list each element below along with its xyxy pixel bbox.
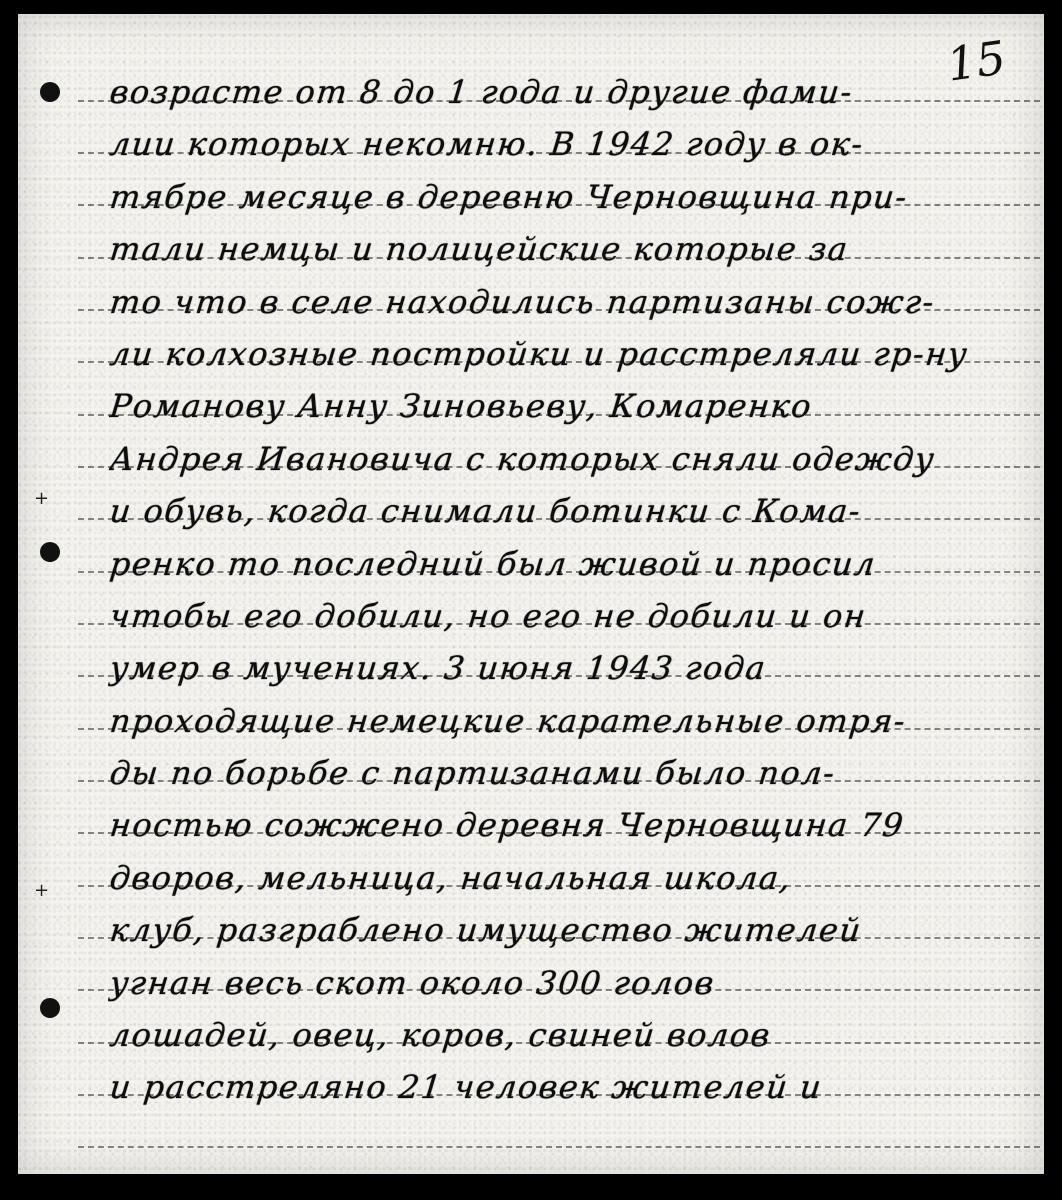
text-line: лошадей, овец, коров, свиней волов bbox=[108, 1016, 773, 1055]
text-line: угнан весь скот около 300 голов bbox=[108, 963, 717, 1002]
text-line: умер в мучениях. 3 июня 1943 года bbox=[108, 649, 769, 688]
document-page bbox=[18, 14, 1044, 1174]
text-line: и обувь, когда снимали ботинки с Кома- bbox=[108, 492, 864, 531]
margin-mark: + bbox=[34, 488, 50, 509]
text-line: ды по борьбе с партизанами было пол- bbox=[108, 754, 838, 793]
text-line: Андрея Ивановича с которых сняли одежду bbox=[108, 439, 938, 478]
text-line: ли колхозные постройки и расстреляли гр-ну bbox=[108, 334, 971, 373]
text-line: тябре месяце в деревню Черновщина при- bbox=[108, 177, 910, 216]
handwritten-text bbox=[110, 66, 1010, 1114]
text-line: Романову Анну Зиновьеву, Комаренко bbox=[108, 387, 815, 426]
text-line: чтобы его добили, но его не добили и он bbox=[108, 596, 869, 635]
ruled-line bbox=[78, 1146, 1040, 1148]
text-line: проходящие немецкие карательные отря- bbox=[108, 701, 909, 740]
margin-mark: + bbox=[34, 880, 50, 901]
text-line: тали немцы и полицейские которые за bbox=[108, 230, 851, 269]
page-number: 15 bbox=[943, 30, 1010, 92]
punch-hole bbox=[40, 998, 60, 1018]
text-line: клуб, разграблено имущество жителей bbox=[108, 911, 864, 950]
punch-hole bbox=[40, 542, 60, 562]
text-line: и расстреляно 21 человек жителей и bbox=[108, 1068, 825, 1107]
text-line: лии которых некомню. В 1942 году в ок- bbox=[108, 125, 866, 164]
text-line: то что в селе находились партизаны сожг- bbox=[108, 282, 938, 321]
punch-hole bbox=[40, 82, 60, 102]
text-line: ренко то последний был живой и просил bbox=[108, 544, 879, 583]
text-line: ностью сожжено деревня Черновщина 79 bbox=[108, 806, 907, 845]
text-line: возрасте от 8 до 1 года и другие фами- bbox=[108, 73, 855, 111]
text-line: дворов, мельница, начальная школа, bbox=[108, 858, 794, 897]
